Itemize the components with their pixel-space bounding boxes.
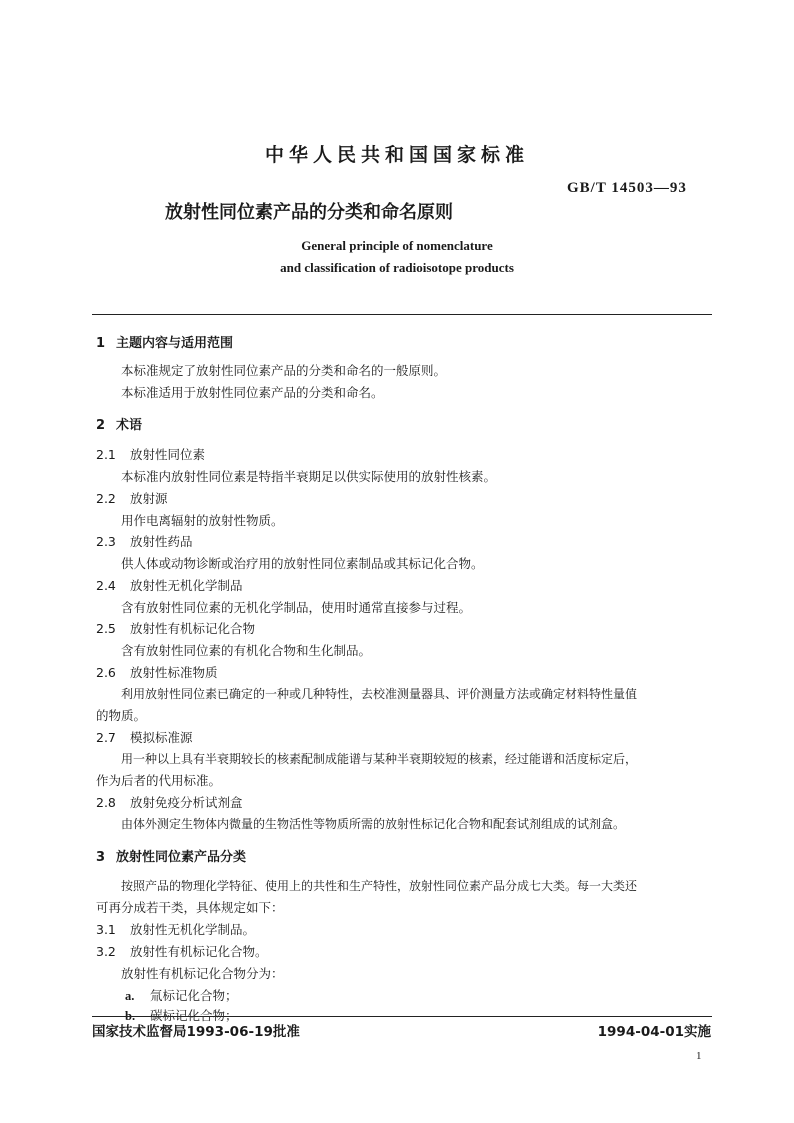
- paragraph: 本标准规定了放射性同位素产品的分类和命名的一般原则。: [121, 363, 447, 378]
- subsection-number: 3.1: [96, 922, 116, 937]
- paragraph: 放射性有机标记化合物分为：: [121, 966, 284, 981]
- section-1-heading: [96, 332, 233, 351]
- term-name: 放射性药品: [130, 534, 193, 549]
- header-divider: [92, 314, 712, 315]
- term-name: 放射免疫分析试剂盒: [130, 795, 243, 810]
- term-2-8: [96, 793, 243, 811]
- document-title: 放射性同位素产品的分类和命名原则: [165, 202, 453, 223]
- term-definition: 含有放射性同位素的无机化学制品，使用时通常直接参与过程。: [121, 600, 472, 615]
- term-number: 2.4: [96, 578, 116, 593]
- page-number: 1: [696, 1050, 702, 1062]
- term-definition: 用作电离辐射的放射性物质。: [121, 513, 284, 528]
- term-number: 2.7: [96, 730, 116, 745]
- term-definition-continued: 作为后者的代用标准。: [96, 773, 222, 788]
- effective-date: 1994-04-01实施: [597, 1024, 711, 1040]
- section-title: 术语: [116, 418, 143, 433]
- term-2-6: [96, 663, 218, 681]
- list-text: 碳标记化合物；: [150, 1008, 238, 1023]
- term-definition: 本标准内放射性同位素是特指半衰期足以供实际使用的放射性核素。: [121, 469, 497, 484]
- subsection-text: 放射性有机标记化合物。: [130, 944, 268, 959]
- term-2-5: [96, 619, 255, 637]
- subsection-number: 3.2: [96, 944, 116, 959]
- term-name: 放射性同位素: [130, 447, 206, 462]
- list-item: [125, 986, 238, 1004]
- section-title: 放射性同位素产品分类: [116, 850, 247, 865]
- term-number: 2.3: [96, 534, 116, 549]
- section-number: 3: [96, 850, 106, 865]
- section-3-heading: [96, 846, 246, 865]
- term-number: 2.5: [96, 621, 116, 636]
- section-title: 主题内容与适用范围: [116, 336, 234, 351]
- term-name: 放射性无机化学制品: [130, 578, 243, 593]
- term-2-7: [96, 728, 193, 746]
- term-2-3: [96, 532, 193, 550]
- term-number: 2.6: [96, 665, 116, 680]
- national-standard-heading: 中华人民共和国国家标准: [264, 144, 529, 166]
- term-definition-continued: 的物质。: [96, 708, 147, 723]
- term-number: 2.2: [96, 491, 116, 506]
- term-definition: 供人体或动物诊断或治疗用的放射性同位素制品或其标记化合物。: [121, 556, 484, 571]
- paragraph: 本标准适用于放射性同位素产品的分类和命名。: [121, 385, 384, 400]
- paragraph: 按照产品的物理化学特征、使用上的共性和生产特性，放射性同位素产品分成七大类。每一大类还: [121, 879, 638, 893]
- subsection-3-2: [96, 942, 268, 960]
- english-title-line-1: General principle of nomenclature: [301, 238, 493, 253]
- term-number: 2.8: [96, 795, 116, 810]
- section-number: 1: [96, 336, 106, 351]
- term-name: 放射性有机标记化合物: [130, 621, 256, 636]
- term-2-1: [96, 445, 205, 463]
- term-definition: 由体外测定生物体内微量的生物活性等物质所需的放射性标记化合物和配套试剂组成的试剂盒。: [121, 817, 626, 831]
- term-number: 2.1: [96, 447, 116, 462]
- term-name: 模拟标准源: [130, 730, 193, 745]
- subsection-3-1: [96, 920, 255, 938]
- paragraph-continued: 可再分成若干类，具体规定如下：: [96, 900, 284, 915]
- term-name: 放射性标准物质: [130, 665, 218, 680]
- approval-date: 国家技术监督局1993-06-19批准: [92, 1024, 300, 1040]
- term-definition: 含有放射性同位素的有机化合物和生化制品。: [121, 643, 372, 658]
- english-title-line-2: and classification of radioisotope products: [280, 260, 514, 275]
- section-number: 2: [96, 418, 106, 433]
- term-definition: 用一种以上具有半衰期较长的核素配制成能谱与某种半衰期较短的核素，经过能谱和活度标定后，: [121, 752, 638, 766]
- term-2-4: [96, 576, 243, 594]
- section-2-heading: [96, 414, 142, 433]
- term-definition: 利用放射性同位素已确定的一种或几种特性，去校准测量器具、评价测量方法或确定材料特性量值: [121, 687, 638, 701]
- term-name: 放射源: [130, 491, 168, 506]
- standard-number: GB/T 14503—93: [567, 180, 687, 196]
- list-label: b.: [125, 1009, 136, 1023]
- list-text: 氚标记化合物；: [150, 988, 238, 1003]
- list-label: a.: [125, 989, 135, 1003]
- term-2-2: [96, 489, 168, 507]
- subsection-text: 放射性无机化学制品。: [130, 922, 256, 937]
- footer-divider: [92, 1016, 712, 1017]
